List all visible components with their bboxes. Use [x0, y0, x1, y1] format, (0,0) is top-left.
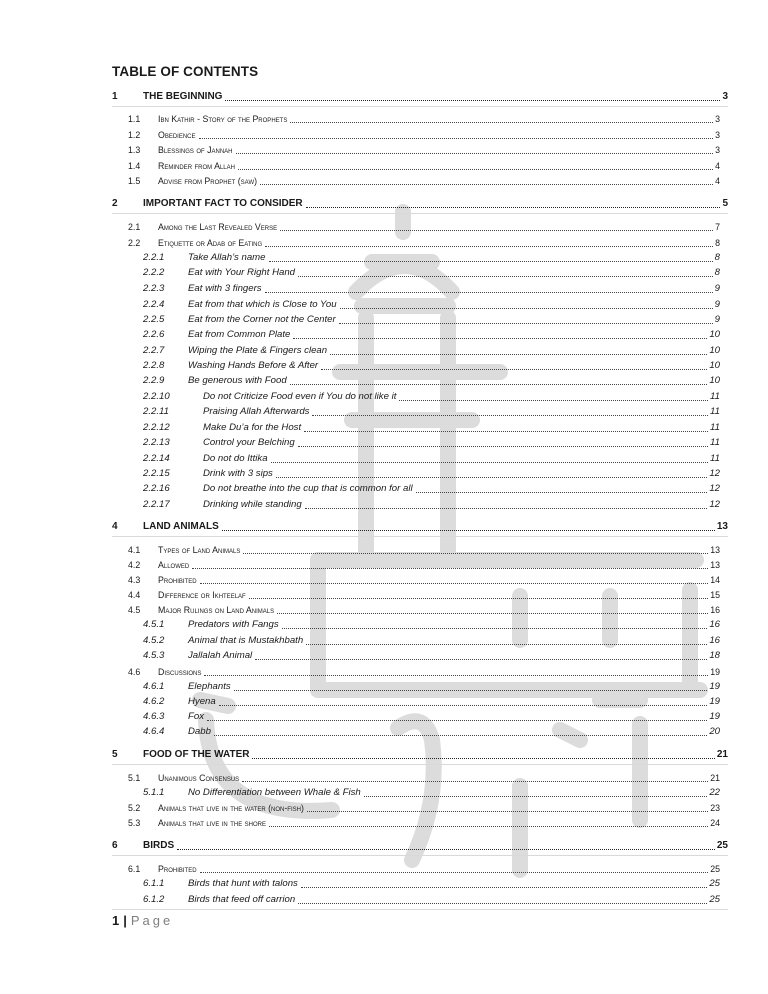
- toc-entry-number: 4.5: [128, 605, 141, 615]
- toc-entry[interactable]: [143, 421, 720, 435]
- toc-entry-number: 1.2: [128, 130, 141, 140]
- toc-entry-label: Obedience: [158, 130, 196, 140]
- toc-entry-number: 2.2: [128, 238, 141, 248]
- toc-leader-dots: [234, 689, 708, 691]
- footer-separator: |: [123, 913, 127, 928]
- toc-entry-page: 11: [710, 391, 720, 402]
- toc-entry-page: 19: [709, 681, 720, 692]
- toc-entry-label: Wiping the Plate & Fingers clean: [188, 345, 328, 356]
- toc-entry[interactable]: [143, 344, 720, 358]
- toc-entry-number: 2.1: [128, 222, 141, 232]
- toc-entry-label: Eat with Your Right Hand: [188, 267, 296, 278]
- toc-entry-page: 11: [710, 453, 720, 464]
- toc-entry[interactable]: [128, 143, 720, 157]
- toc-leader-dots: [204, 674, 708, 676]
- toc-entry-page: 15: [710, 590, 720, 600]
- toc-entry-page: 5: [722, 198, 728, 209]
- toc-leader-dots: [330, 353, 707, 355]
- toc-entry-page: 19: [710, 667, 720, 677]
- toc-entry-number: 5: [112, 749, 118, 760]
- toc-entry-label: Among the Last Revealed Verse: [158, 222, 278, 232]
- toc-entry-page: 12: [709, 499, 720, 510]
- toc-entry-page: 8: [715, 238, 720, 248]
- toc-entry-number: 5.2: [128, 803, 141, 813]
- toc-entry-number: 1.4: [128, 161, 141, 171]
- toc-entry-page: 19: [709, 711, 720, 722]
- toc-entry-label: Control your Belching: [203, 437, 295, 448]
- toc-entry-page: 13: [710, 545, 720, 555]
- toc-entry-label: Advise from Prophet (saw): [158, 176, 258, 186]
- toc-entry[interactable]: [128, 220, 720, 234]
- toc-entry-page: 11: [710, 406, 720, 417]
- toc-entry[interactable]: [128, 174, 720, 188]
- toc-entry-number: 6.1: [128, 864, 141, 874]
- toc-entry[interactable]: [128, 862, 720, 876]
- toc-entry[interactable]: [143, 498, 720, 512]
- toc-entry-page: 21: [716, 749, 728, 760]
- toc-entry-label: Do not Criticize Food even if You do not like it: [203, 391, 397, 402]
- toc-entry-page: 10: [709, 345, 720, 356]
- toc-leader-dots: [269, 260, 713, 262]
- toc-entry-page: 9: [714, 314, 720, 325]
- toc-entry-label: Jallalah Animal: [188, 650, 253, 661]
- toc-entry-number: 2: [112, 198, 118, 209]
- toc-entry[interactable]: [128, 159, 720, 173]
- toc-leader-dots: [282, 627, 708, 629]
- toc-entry[interactable]: [143, 877, 720, 891]
- toc-entry[interactable]: [143, 436, 720, 450]
- toc-entry-number: 2.2.2: [143, 267, 165, 278]
- toc-entry-number: 5.3: [128, 818, 141, 828]
- toc-entry-number: 6: [112, 840, 118, 851]
- toc-entry-label: Do not breathe into the cup that is common for all: [203, 483, 413, 494]
- toc-leader-dots: [339, 322, 713, 324]
- toc-entry[interactable]: [128, 816, 720, 830]
- toc-entry[interactable]: [143, 893, 720, 907]
- toc-entry-number: 4.6: [128, 667, 141, 677]
- toc-entry[interactable]: [143, 618, 720, 632]
- toc-entry[interactable]: [143, 390, 720, 404]
- section-divider: [112, 855, 728, 856]
- toc-entry[interactable]: [143, 634, 720, 648]
- toc-entry-label: Eat with 3 fingers: [188, 283, 262, 294]
- toc-leader-dots: [271, 461, 709, 463]
- toc-entry-label: Eat from that which is Close to You: [188, 299, 337, 310]
- toc-entry-page: 16: [710, 605, 720, 615]
- toc-entry-page: 8: [714, 267, 720, 278]
- toc-entry[interactable]: [112, 748, 728, 762]
- toc-entry-page: 12: [709, 468, 720, 479]
- toc-leader-dots: [219, 704, 708, 706]
- toc-entry-number: 4.6.1: [143, 681, 165, 692]
- toc-entry[interactable]: [143, 482, 720, 496]
- toc-leader-dots: [305, 507, 708, 509]
- toc-entry[interactable]: [143, 328, 720, 342]
- toc-leader-dots: [252, 757, 714, 759]
- toc-entry-number: 2.2.7: [143, 345, 165, 356]
- toc-entry-page: 14: [710, 575, 720, 585]
- toc-entry[interactable]: [128, 128, 720, 142]
- toc-entry-number: 4.3: [128, 575, 141, 585]
- toc-leader-dots: [255, 658, 707, 660]
- toc-entry-page: 25: [710, 864, 720, 874]
- toc-entry-label: THE BEGINNING: [143, 91, 223, 102]
- toc-entry-page: 16: [709, 619, 720, 630]
- toc-entry-label: Drinking while standing: [203, 499, 302, 510]
- toc-entry-label: Hyena: [188, 696, 216, 707]
- toc-entry-number: 4.5.1: [143, 619, 165, 630]
- toc-entry-number: 2.2.15: [143, 468, 170, 479]
- toc-entry-number: 1.3: [128, 145, 141, 155]
- toc-entry[interactable]: [143, 251, 720, 265]
- toc-entry-number: 6.1.1: [143, 878, 165, 889]
- toc-entry-number: 4.6.3: [143, 711, 165, 722]
- toc-leader-dots: [242, 780, 708, 782]
- toc-entry[interactable]: [143, 298, 720, 312]
- toc-entry-label: Birds that hunt with talons: [188, 878, 298, 889]
- toc-leader-dots: [280, 229, 713, 231]
- toc-entry-label: Birds that feed off carrion: [188, 894, 296, 905]
- toc-entry[interactable]: [143, 467, 720, 481]
- toc-entry[interactable]: [143, 786, 720, 800]
- toc-entry[interactable]: [143, 695, 720, 709]
- toc-entry-number: 4.6.2: [143, 696, 165, 707]
- toc-entry[interactable]: [112, 90, 728, 104]
- toc-entry-number: 1.1: [128, 114, 141, 124]
- toc-leader-dots: [265, 245, 713, 247]
- toc-entry-page: 7: [715, 222, 720, 232]
- toc-leader-dots: [293, 337, 707, 339]
- toc-entry-label: Difference or Ikhteelaf: [158, 590, 246, 600]
- toc-entry-label: Animal that is Mustakhbath: [188, 635, 304, 646]
- page-footer: [112, 913, 173, 928]
- toc-entry-number: 2.2.5: [143, 314, 165, 325]
- toc-entry-page: 16: [709, 635, 720, 646]
- toc-entry-page: 3: [715, 145, 720, 155]
- toc-leader-dots: [364, 795, 708, 797]
- toc-leader-dots: [340, 307, 713, 309]
- toc-entry-number: 4.6.4: [143, 726, 165, 737]
- toc-leader-dots: [277, 612, 708, 614]
- toc-entry-page: 13: [710, 560, 720, 570]
- toc-entry-label: Do not do Ittika: [203, 453, 268, 464]
- toc-leader-dots: [225, 99, 720, 101]
- section-divider: [112, 764, 728, 765]
- toc-entry-page: 25: [709, 878, 720, 889]
- toc-entry-page: 8: [714, 252, 720, 263]
- section-divider: [112, 106, 728, 107]
- toc-entry-page: 21: [710, 773, 720, 783]
- toc-entry[interactable]: [112, 839, 728, 853]
- toc-leader-dots: [269, 825, 708, 827]
- toc-entry-page: 22: [709, 787, 720, 798]
- toc-entry-page: 3: [722, 91, 728, 102]
- toc-entry-label: Be generous with Food: [188, 375, 287, 386]
- toc-entry-number: 4.1: [128, 545, 141, 555]
- toc-entry-number: 2.2.16: [143, 483, 170, 494]
- toc-entry-page: 25: [709, 894, 720, 905]
- toc-leader-dots: [243, 552, 708, 554]
- toc-entry-page: 4: [715, 161, 720, 171]
- toc-entry-label: Make Du’a for the Host: [203, 422, 302, 433]
- toc-entry-label: Animals that live in the shore: [158, 818, 266, 828]
- footer-page-word: Page: [130, 913, 174, 928]
- toc-entry[interactable]: [128, 112, 720, 126]
- toc-leader-dots: [312, 414, 708, 416]
- toc-entry-label: IMPORTANT FACT TO CONSIDER: [143, 198, 303, 209]
- toc-leader-dots: [238, 168, 713, 170]
- toc-entry[interactable]: [143, 725, 720, 739]
- toc-leader-dots: [222, 529, 715, 531]
- toc-leader-dots: [214, 734, 707, 736]
- toc-entry-number: 2.2.11: [143, 406, 169, 417]
- toc-entry-number: 2.2.13: [143, 437, 170, 448]
- toc-entry[interactable]: [143, 405, 720, 419]
- toc-entry-label: Prohibited: [158, 575, 197, 585]
- toc-entry[interactable]: [128, 588, 720, 602]
- toc-entry-label: Blessings of Jannah: [158, 145, 233, 155]
- toc-leader-dots: [304, 430, 708, 432]
- toc-entry-label: Elephants: [188, 681, 231, 692]
- toc-entry[interactable]: [128, 771, 720, 785]
- toc-entry[interactable]: [128, 801, 720, 815]
- toc-leader-dots: [249, 597, 709, 599]
- toc-leader-dots: [298, 445, 708, 447]
- toc-entry-label: Animals that live in the water (non-fish): [158, 803, 304, 813]
- toc-entry-label: Predators with Fangs: [188, 619, 279, 630]
- section-divider: [112, 536, 728, 537]
- toc-entry[interactable]: [128, 665, 720, 679]
- toc-title: TABLE OF CONTENTS: [112, 64, 259, 79]
- toc-leader-dots: [301, 886, 707, 888]
- toc-leader-dots: [416, 491, 708, 493]
- toc-entry-label: LAND ANIMALS: [143, 521, 219, 532]
- toc-leader-dots: [192, 567, 708, 569]
- toc-entry-page: 19: [709, 696, 720, 707]
- toc-entry-number: 6.1.2: [143, 894, 165, 905]
- toc-entry-page: 10: [709, 329, 720, 340]
- toc-entry-number: 4.5.2: [143, 635, 165, 646]
- toc-entry[interactable]: [143, 649, 720, 663]
- toc-entry[interactable]: [143, 680, 720, 694]
- toc-entry-label: FOOD OF THE WATER: [143, 749, 250, 760]
- toc-entry[interactable]: [143, 452, 720, 466]
- toc-entry-label: Fox: [188, 711, 204, 722]
- toc-leader-dots: [307, 810, 708, 812]
- toc-entry-number: 2.2.17: [143, 499, 170, 510]
- toc-entry[interactable]: [128, 543, 720, 557]
- toc-leader-dots: [200, 582, 709, 584]
- toc-entry-number: 4.5.3: [143, 650, 165, 661]
- toc-entry-page: 11: [710, 422, 720, 433]
- toc-entry-number: 2.2.8: [143, 360, 165, 371]
- toc-entry[interactable]: [128, 236, 720, 250]
- toc-entry-label: Allowed: [158, 560, 190, 570]
- toc-entry-page: 12: [709, 483, 720, 494]
- toc-entry-page: 9: [714, 299, 720, 310]
- toc-leader-dots: [290, 383, 708, 385]
- toc-entry-page: 9: [714, 283, 720, 294]
- toc-entry-number: 2.2.6: [143, 329, 165, 340]
- toc-entry-page: 23: [710, 803, 720, 813]
- toc-entry[interactable]: [128, 573, 720, 587]
- toc-entry-label: Take Allah’s name: [188, 252, 266, 263]
- toc-entry-label: Eat from Common Plate: [188, 329, 291, 340]
- toc-entry-page: 18: [709, 650, 720, 661]
- toc-entry[interactable]: [128, 558, 720, 572]
- toc-entry-page: 24: [710, 818, 720, 828]
- toc-leader-dots: [290, 121, 713, 123]
- toc-entry-page: 10: [709, 375, 720, 386]
- toc-leader-dots: [265, 291, 713, 293]
- toc-leader-dots: [260, 183, 713, 185]
- toc-entry-page: 13: [716, 521, 728, 532]
- toc-entry[interactable]: [128, 603, 720, 617]
- toc-entry-page: 4: [715, 176, 720, 186]
- toc-entry[interactable]: [143, 710, 720, 724]
- footer-page-number: 1: [112, 913, 120, 928]
- toc-entry-label: Ibn Kathir - Story of the Prophets: [158, 114, 288, 124]
- toc-entry-page: 3: [715, 114, 720, 124]
- toc-entry[interactable]: [112, 197, 728, 211]
- toc-entry-label: Washing Hands Before & After: [188, 360, 319, 371]
- toc-leader-dots: [399, 399, 708, 401]
- toc-entry[interactable]: [143, 266, 720, 280]
- toc-entry-label: Discussions: [158, 667, 202, 677]
- toc-entry-label: Dabb: [188, 726, 211, 737]
- toc-entry-number: 2.2.4: [143, 299, 165, 310]
- toc-entry-number: 4.2: [128, 560, 141, 570]
- toc-entry-label: Unanimous Consensus: [158, 773, 240, 783]
- toc-entry-number: 2.2.10: [143, 391, 170, 402]
- toc-entry-number: 1: [112, 91, 118, 102]
- toc-entry-page: 11: [710, 437, 720, 448]
- toc-entry-label: Etiquette or Adab of Eating: [158, 238, 263, 248]
- toc-entry-label: Drink with 3 sips: [203, 468, 273, 479]
- toc-entry-label: Praising Allah Afterwards: [203, 406, 310, 417]
- toc-leader-dots: [207, 719, 707, 721]
- toc-entry-number: 4.4: [128, 590, 141, 600]
- toc-entry[interactable]: [143, 282, 720, 296]
- toc-leader-dots: [306, 206, 721, 208]
- toc-leader-dots: [199, 137, 714, 139]
- toc-entry-number: 2.2.9: [143, 375, 165, 386]
- toc-entry-label: Reminder from Allah: [158, 161, 235, 171]
- toc-leader-dots: [321, 368, 707, 370]
- toc-entry-label: Major Rulings on Land Animals: [158, 605, 275, 615]
- toc-entry-label: Types of Land Animals: [158, 545, 241, 555]
- toc-entry-number: 2.2.1: [143, 252, 165, 263]
- toc-entry[interactable]: [112, 520, 728, 534]
- toc-entry[interactable]: [143, 374, 720, 388]
- toc-entry-page: 20: [709, 726, 720, 737]
- toc-entry-page: 10: [709, 360, 720, 371]
- toc-entry-label: Prohibited: [158, 864, 197, 874]
- toc-entry-number: 5.1.1: [143, 787, 165, 798]
- toc-entry-number: 2.2.3: [143, 283, 165, 294]
- toc-leader-dots: [276, 476, 707, 478]
- toc-entry[interactable]: [143, 313, 720, 327]
- toc-entry-number: 2.2.14: [143, 453, 170, 464]
- toc-leader-dots: [200, 871, 709, 873]
- footer-divider: [112, 909, 728, 910]
- toc-entry-label: No Differentiation between Whale & Fish: [188, 787, 361, 798]
- section-divider: [112, 213, 728, 214]
- toc-leader-dots: [236, 152, 714, 154]
- toc-entry-number: 1.5: [128, 176, 141, 186]
- toc-leader-dots: [298, 275, 713, 277]
- toc-entry-page: 3: [715, 130, 720, 140]
- toc-entry-label: BIRDS: [143, 840, 175, 851]
- toc-leader-dots: [177, 848, 715, 850]
- toc-entry-label: Eat from the Corner not the Center: [188, 314, 336, 325]
- toc-entry[interactable]: [143, 359, 720, 373]
- toc-entry-page: 25: [716, 840, 728, 851]
- toc-entry-number: 2.2.12: [143, 422, 170, 433]
- toc-entry-number: 4: [112, 521, 118, 532]
- toc-entry-number: 5.1: [128, 773, 141, 783]
- toc-leader-dots: [306, 643, 707, 645]
- toc-leader-dots: [298, 902, 707, 904]
